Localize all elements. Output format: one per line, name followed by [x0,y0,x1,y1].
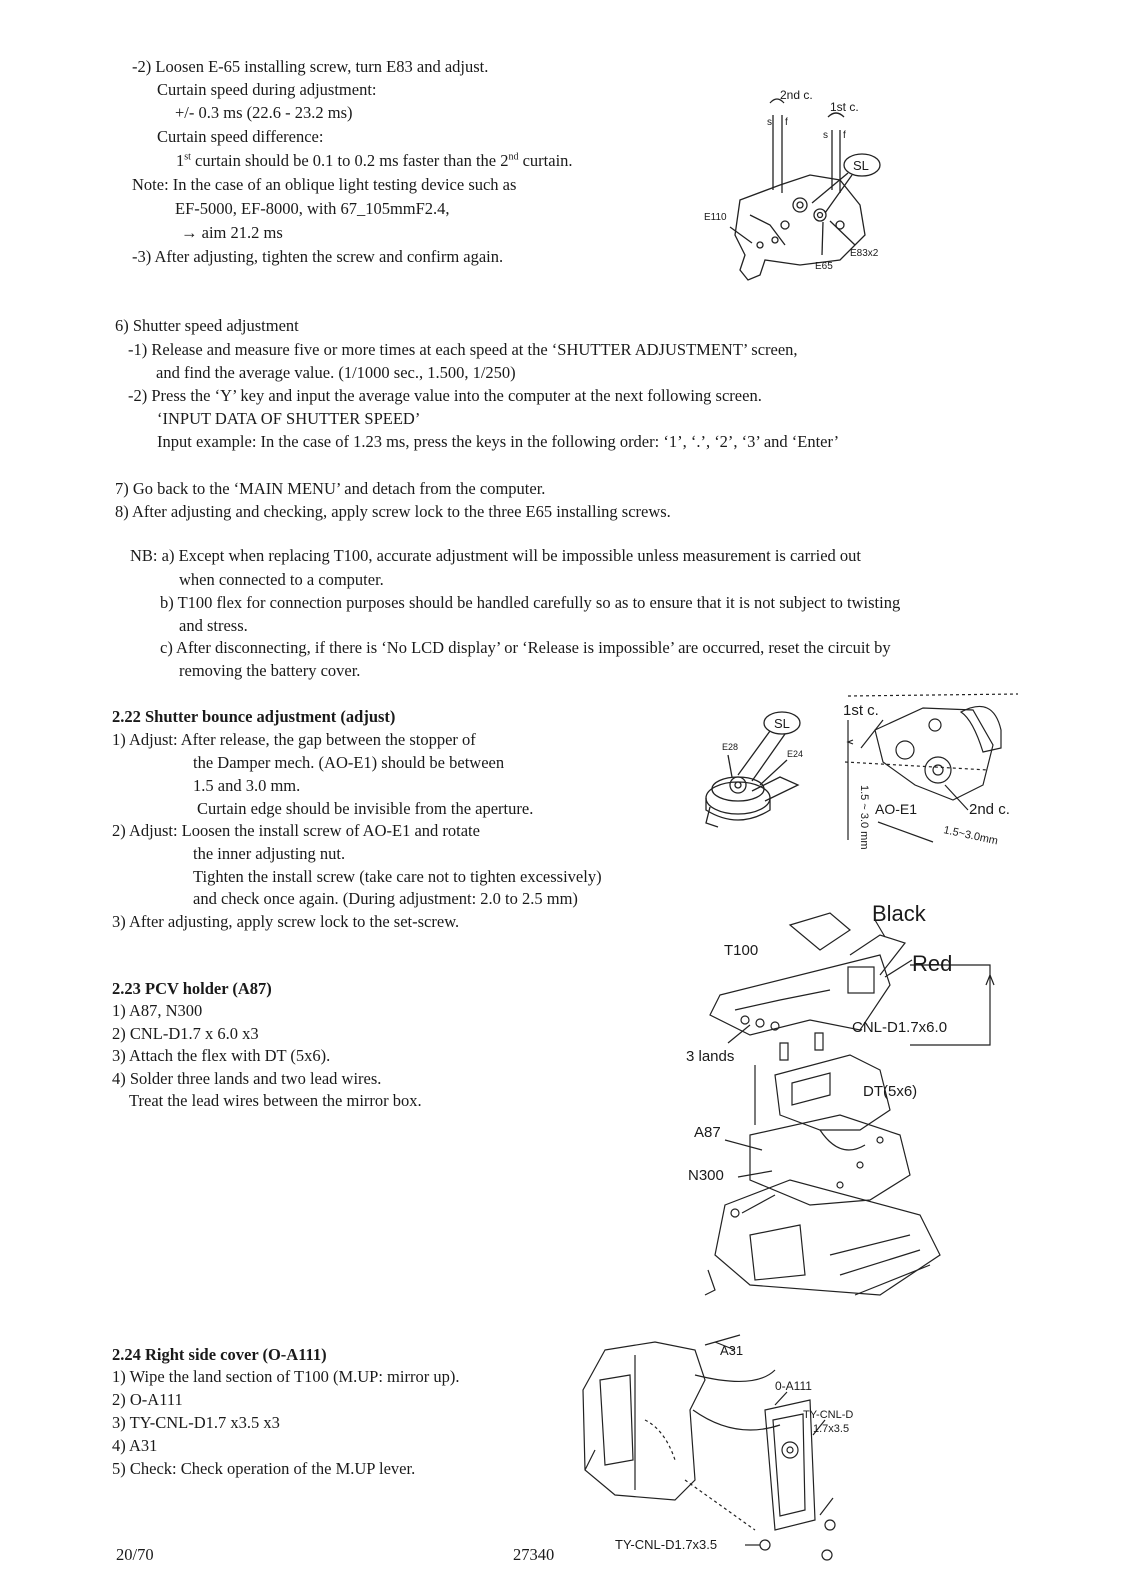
s224-line3: 3) TY-CNL-D1.7 x3.5 x3 [112,1413,280,1432]
fig3-dim-vertical: 1.5 ~ 3.0 mm [858,785,870,850]
fig1-1st-c: 1st c. [830,100,859,114]
step5-note2: EF-5000, EF-8000, with 67_105mmF2.4, [175,199,450,218]
step5-note1: Note: In the case of an oblique light testing device such as [132,175,517,194]
step7: 7) Go back to the ‘MAIN MENU’ and detach from the computer. [115,479,546,498]
s223-line5: Treat the lead wires between the mirror box. [129,1091,422,1110]
nb-c-line2: removing the battery cover. [179,661,361,680]
step6-title: 6) Shutter speed adjustment [115,316,299,335]
s222-line2c: Tighten the install screw (take care not to tighten excessively) [193,867,602,886]
damper-mech-figure [690,705,830,845]
fig3-dim-diagonal: 1.5~3.0mm [942,824,1000,848]
step5-line2b: +/- 0.3 ms (22.6 - 23.2 ms) [175,103,353,122]
step5-line2d-sup1: st [184,151,191,163]
step5-line2d-post: curtain. [518,151,573,170]
s224-line5: 5) Check: Check operation of the M.UP lever. [112,1459,416,1478]
step5-line2d-sup2: nd [508,151,519,163]
fig5-o-a111: 0-A111 [775,1379,812,1393]
step5-line2d-pre: 1 [176,151,185,170]
fig3-ao-e1: AO-E1 [875,801,918,817]
fig1-e110: E110 [704,212,727,223]
step6-line1a: -1) Release and measure five or more times at each speed at the ‘SHUTTER ADJUSTMENT’ screen, [128,340,798,359]
fig1-f1: f [785,117,788,128]
s222-line2a: 2) Adjust: Loosen the install screw of AO-E1 and rotate [112,821,480,840]
fig4-dt: DT(5x6) [863,1083,918,1100]
nb-a-line2: when connected to a computer. [179,570,384,589]
fig1-s2: s [823,130,828,141]
s222-line2b: the inner adjusting nut. [193,844,346,863]
step6-line2b: ‘INPUT DATA OF SHUTTER SPEED’ [157,409,421,428]
step8: 8) After adjusting and checking, apply screw lock to the three E65 installing screws. [115,502,671,521]
fig5-a31: A31 [720,1343,744,1358]
fig1-2nd-c: 2nd c. [780,88,813,102]
fig5-ty-cnl-d: TY-CNL-D [803,1409,854,1421]
fig1-sl: SL [853,158,869,173]
shutter-plate-figure [690,75,910,290]
fig1-f2: f [843,130,846,141]
fig4-black: Black [872,901,926,926]
fig4-red: Red [912,951,953,976]
step5-line2d [176,150,573,172]
fig5-ty-cnl-bottom: TY-CNL-D1.7x3.5 [615,1537,718,1552]
step5-note3: → aim 21.2 ms [181,223,283,242]
fig4-t100: T100 [724,942,759,959]
right-side-cover-figure [575,1330,895,1565]
s222-line2d: and check once again. (During adjustment: 2.0 to 2.5 mm) [193,889,578,908]
page-number: 20/70 [116,1545,154,1564]
fig4-a87: A87 [694,1124,721,1141]
fig5-ty-size: 1.7x3.5 [813,1423,850,1435]
s223-line4: 4) Solder three lands and two lead wires. [112,1069,382,1088]
shutter-bounce-figure [843,690,1023,860]
section-2-22-title: 2.22 Shutter bounce adjustment (adjust) [112,707,396,726]
step6-line2a: -2) Press the ‘Y’ key and input the average value into the computer at the next following screen. [128,386,762,405]
fig4-n300: N300 [688,1167,724,1184]
s222-line1b: the Damper mech. (AO-E1) should be between [193,753,505,772]
pcv-holder-figure [680,895,1000,1315]
s224-line2: 2) O-A111 [112,1390,183,1409]
fig4-cnl: CNL-D1.7x6.0 [852,1019,948,1036]
s224-line4: 4) A31 [112,1436,158,1455]
s222-line1d: Curtain edge should be invisible from the aperture. [197,799,534,818]
s222-line3: 3) After adjusting, apply screw lock to the set-screw. [112,912,460,931]
fig1-e83: E83x2 [850,248,879,259]
fig2-sl: SL [774,716,790,731]
step5-line2c: Curtain speed difference: [157,127,324,146]
fig2-e28: E28 [722,742,739,752]
fig2-e24: E24 [787,749,804,759]
step5-line2d-mid: curtain should be 0.1 to 0.2 ms faster than the 2 [190,151,509,170]
nb-c-line1: c) After disconnecting, if there is ‘No LCD display’ or ‘Release is impossible’ are occurred, reset the circuit by [160,638,891,657]
s223-line2: 2) CNL-D1.7 x 6.0 x3 [112,1024,259,1043]
fig4-3-lands: 3 lands [686,1048,735,1065]
section-2-23-title: 2.23 PCV holder (A87) [112,979,272,998]
fig1-s1: s [767,117,772,128]
step5-line2: -2) Loosen E-65 installing screw, turn E83 and adjust. [132,57,489,76]
step5-line3: -3) After adjusting, tighten the screw and confirm again. [132,247,504,266]
document-code: 27340 [513,1545,555,1564]
fig1-e65: E65 [815,261,833,272]
step6-line2c: Input example: In the case of 1.23 ms, press the keys in the following order: ‘1’, ‘.’, ‘2’, ‘3’ and ‘Enter’ [157,432,840,451]
nb-b-line1: b) T100 flex for connection purposes should be handled carefully so as to ensure that it is not subject to twisting [160,593,901,612]
s223-line3: 3) Attach the flex with DT (5x6). [112,1046,331,1065]
step6-line1b: and find the average value. (1/1000 sec., 1.500, 1/250) [156,363,516,382]
section-2-24-title: 2.24 Right side cover (O-A111) [112,1345,327,1364]
fig3-1st-c: 1st c. [843,702,879,719]
fig3-2nd-c: 2nd c. [969,801,1010,818]
nb-a-line1: NB: a) Except when replacing T100, accurate adjustment will be impossible unless measurement is carried out [130,546,861,565]
s224-line1: 1) Wipe the land section of T100 (M.UP: mirror up). [112,1367,460,1386]
nb-b-line2: and stress. [179,616,248,635]
step5-line2a: Curtain speed during adjustment: [157,80,377,99]
s223-line1: 1) A87, N300 [112,1001,203,1020]
s222-line1c: 1.5 and 3.0 mm. [193,776,301,795]
s222-line1a: 1) Adjust: After release, the gap between the stopper of [112,730,476,749]
